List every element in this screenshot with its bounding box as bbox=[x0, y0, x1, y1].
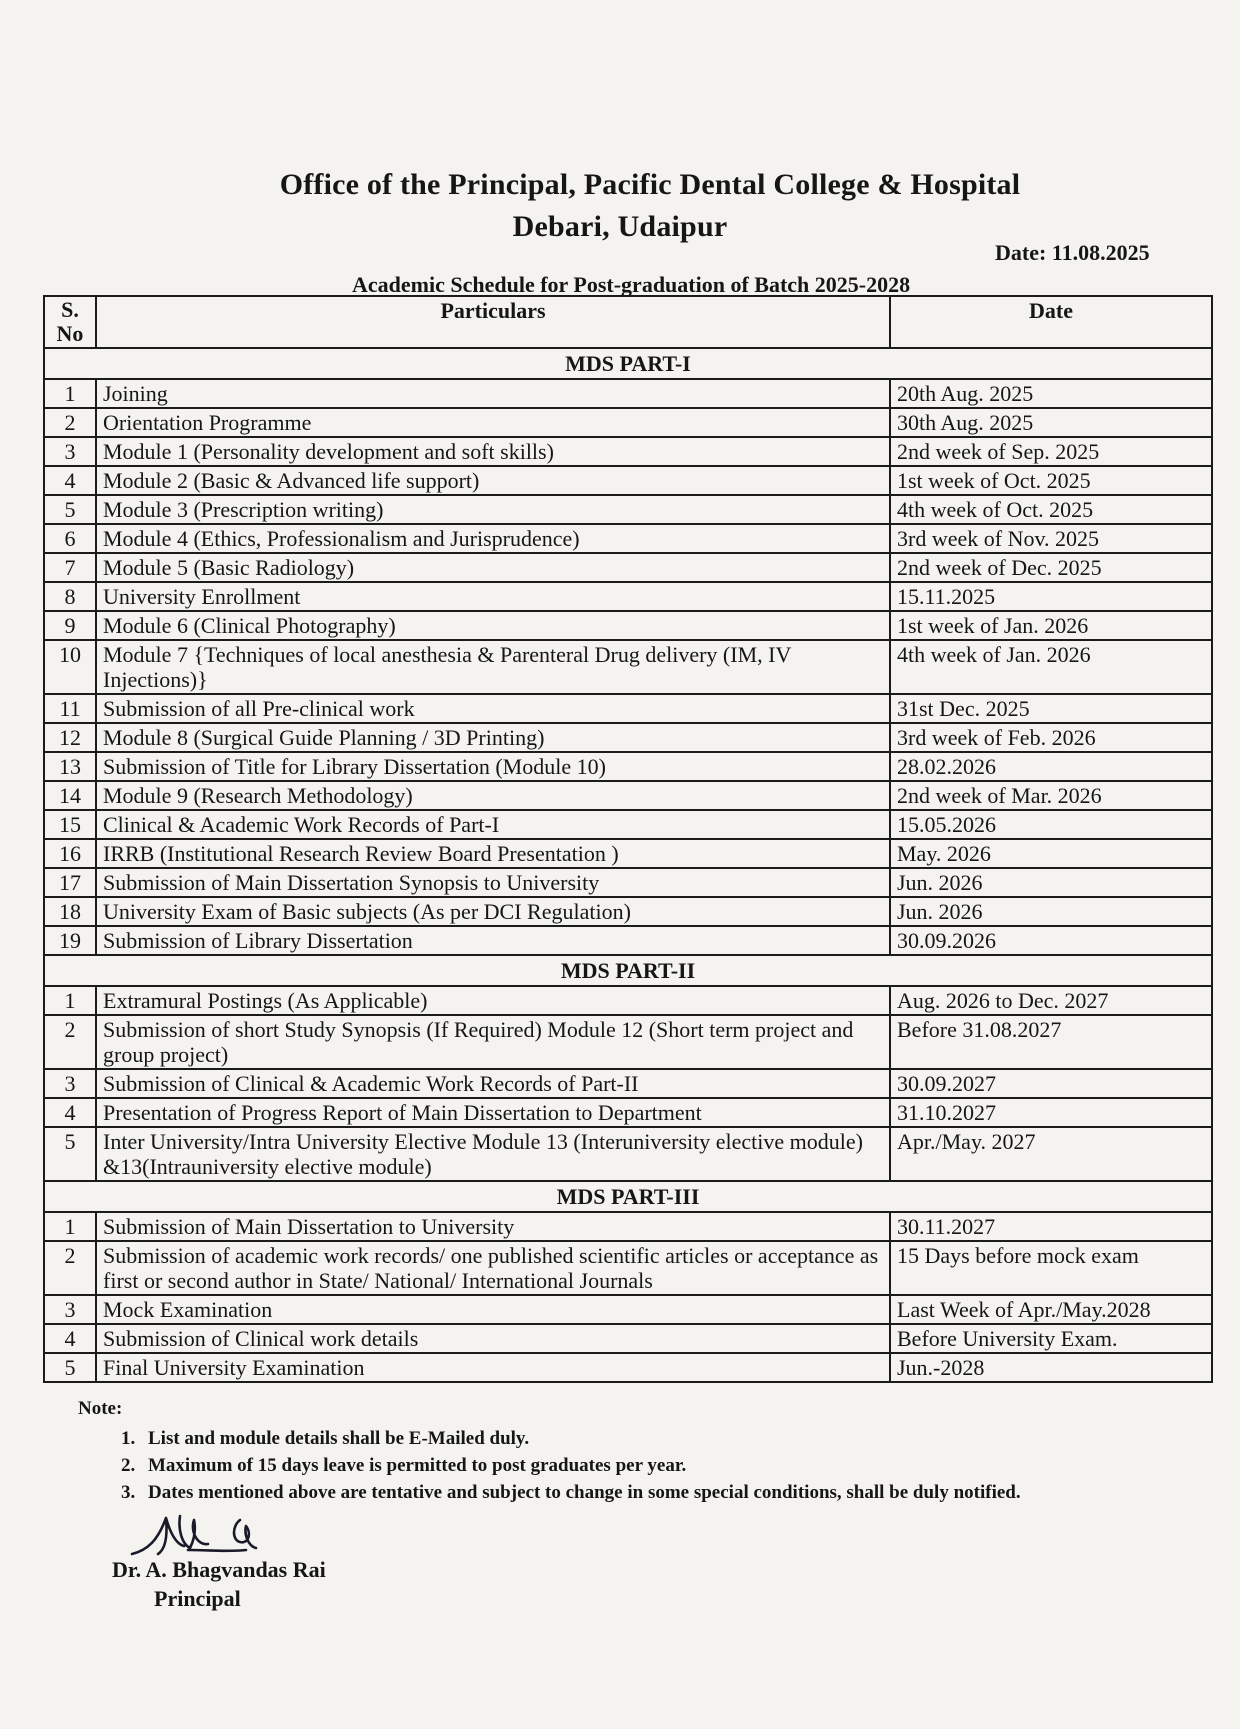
date-cell: 1st week of Oct. 2025 bbox=[890, 466, 1212, 495]
particular-cell: Mock Examination bbox=[96, 1295, 890, 1324]
note-item: 1. List and module details shall be E-Mailed duly. bbox=[140, 1428, 1021, 1450]
sno-cell: 2 bbox=[44, 1241, 96, 1295]
table-row bbox=[44, 466, 1212, 495]
particular-cell: Extramural Postings (As Applicable) bbox=[96, 986, 890, 1015]
table-row bbox=[44, 694, 1212, 723]
table-row bbox=[44, 810, 1212, 839]
section-header-row bbox=[44, 348, 1212, 379]
sno-cell: 10 bbox=[44, 640, 96, 694]
sno-cell: 3 bbox=[44, 437, 96, 466]
table-row bbox=[44, 926, 1212, 955]
particular-cell: Submission of all Pre-clinical work bbox=[96, 694, 890, 723]
sno-cell: 1 bbox=[44, 986, 96, 1015]
date-cell: Apr./May. 2027 bbox=[890, 1127, 1212, 1181]
particular-cell: Presentation of Progress Report of Main Dissertation to Department bbox=[96, 1098, 890, 1127]
sno-cell: 4 bbox=[44, 1324, 96, 1353]
sno-cell: 1 bbox=[44, 379, 96, 408]
sno-cell: 5 bbox=[44, 1127, 96, 1181]
sno-cell: 16 bbox=[44, 839, 96, 868]
table-row bbox=[44, 752, 1212, 781]
sno-cell: 18 bbox=[44, 897, 96, 926]
table-row bbox=[44, 1353, 1212, 1382]
particular-cell: Module 3 (Prescription writing) bbox=[96, 495, 890, 524]
particular-cell: Module 6 (Clinical Photography) bbox=[96, 611, 890, 640]
document-date: Date: 11.08.2025 bbox=[995, 240, 1150, 265]
date-cell: 15.11.2025 bbox=[890, 582, 1212, 611]
date-cell: 2nd week of Mar. 2026 bbox=[890, 781, 1212, 810]
sno-cell: 6 bbox=[44, 524, 96, 553]
sno-cell: 4 bbox=[44, 466, 96, 495]
table-row bbox=[44, 1015, 1212, 1069]
sno-cell: 19 bbox=[44, 926, 96, 955]
date-cell: Before 31.08.2027 bbox=[890, 1015, 1212, 1069]
date-cell: Last Week of Apr./May.2028 bbox=[890, 1295, 1212, 1324]
notes-list bbox=[78, 1428, 1021, 1504]
table-row bbox=[44, 1069, 1212, 1098]
particular-cell: Clinical & Academic Work Records of Part-I bbox=[96, 810, 890, 839]
date-cell: 3rd week of Nov. 2025 bbox=[890, 524, 1212, 553]
particular-cell: Orientation Programme bbox=[96, 408, 890, 437]
section-header-row bbox=[44, 1181, 1212, 1212]
date-cell: Jun.-2028 bbox=[890, 1353, 1212, 1382]
table-row bbox=[44, 582, 1212, 611]
table-row bbox=[44, 1127, 1212, 1181]
header-date: Date bbox=[890, 296, 1212, 348]
particular-cell: Module 4 (Ethics, Professionalism and Jurisprudence) bbox=[96, 524, 890, 553]
sno-cell: 8 bbox=[44, 582, 96, 611]
particular-cell: Joining bbox=[96, 379, 890, 408]
table-row bbox=[44, 379, 1212, 408]
particular-cell: Submission of Clinical & Academic Work Records of Part-II bbox=[96, 1069, 890, 1098]
particular-cell: Module 8 (Surgical Guide Planning / 3D Printing) bbox=[96, 723, 890, 752]
sno-cell: 15 bbox=[44, 810, 96, 839]
office-location: Debari, Udaipur bbox=[512, 210, 728, 243]
date-cell: 30.09.2026 bbox=[890, 926, 1212, 955]
date-cell: 2nd week of Dec. 2025 bbox=[890, 553, 1212, 582]
date-cell: 31st Dec. 2025 bbox=[890, 694, 1212, 723]
sno-cell: 2 bbox=[44, 408, 96, 437]
sno-cell: 3 bbox=[44, 1295, 96, 1324]
sno-cell: 1 bbox=[44, 1212, 96, 1241]
date-cell: Jun. 2026 bbox=[890, 897, 1212, 926]
section-title: MDS PART-I bbox=[44, 348, 1212, 379]
sno-cell: 13 bbox=[44, 752, 96, 781]
sno-cell: 3 bbox=[44, 1069, 96, 1098]
table-row bbox=[44, 1098, 1212, 1127]
table-row bbox=[44, 1324, 1212, 1353]
table-row bbox=[44, 723, 1212, 752]
sno-cell: 5 bbox=[44, 1353, 96, 1382]
particular-cell: Module 9 (Research Methodology) bbox=[96, 781, 890, 810]
table-row bbox=[44, 1241, 1212, 1295]
header-sno: S. No bbox=[44, 296, 96, 348]
particular-cell: Submission of Main Dissertation Synopsis to University bbox=[96, 868, 890, 897]
date-cell: 15.05.2026 bbox=[890, 810, 1212, 839]
sno-cell: 9 bbox=[44, 611, 96, 640]
table-row bbox=[44, 437, 1212, 466]
date-cell: 30.11.2027 bbox=[890, 1212, 1212, 1241]
office-title: Office of the Principal, Pacific Dental College & Hospital bbox=[279, 168, 1021, 201]
table-row bbox=[44, 408, 1212, 437]
date-cell: 28.02.2026 bbox=[890, 752, 1212, 781]
table-row bbox=[44, 495, 1212, 524]
table-row bbox=[44, 868, 1212, 897]
table-header-row bbox=[44, 296, 1212, 348]
date-cell: 30th Aug. 2025 bbox=[890, 408, 1212, 437]
sno-cell: 14 bbox=[44, 781, 96, 810]
particular-cell: Submission of short Study Synopsis (If Required) Module 12 (Short term project and group project) bbox=[96, 1015, 890, 1069]
schedule-table bbox=[43, 295, 1213, 1383]
table-row bbox=[44, 781, 1212, 810]
date-cell: 2nd week of Sep. 2025 bbox=[890, 437, 1212, 466]
particular-cell: Module 7 {Techniques of local anesthesia & Parenteral Drug delivery (IM, IV Injections)} bbox=[96, 640, 890, 694]
date-cell: 4th week of Oct. 2025 bbox=[890, 495, 1212, 524]
section-title: MDS PART-III bbox=[44, 1181, 1212, 1212]
table-row bbox=[44, 640, 1212, 694]
date-cell: 3rd week of Feb. 2026 bbox=[890, 723, 1212, 752]
section-header-row bbox=[44, 955, 1212, 986]
particular-cell: Module 2 (Basic & Advanced life support) bbox=[96, 466, 890, 495]
sno-cell: 17 bbox=[44, 868, 96, 897]
table-row bbox=[44, 524, 1212, 553]
date-cell: May. 2026 bbox=[890, 839, 1212, 868]
particular-cell: Submission of Clinical work details bbox=[96, 1324, 890, 1353]
particular-cell: Submission of Title for Library Dissertation (Module 10) bbox=[96, 752, 890, 781]
sno-cell: 11 bbox=[44, 694, 96, 723]
table-row bbox=[44, 1295, 1212, 1324]
date-cell: 4th week of Jan. 2026 bbox=[890, 640, 1212, 694]
particular-cell: Module 1 (Personality development and soft skills) bbox=[96, 437, 890, 466]
particular-cell: Module 5 (Basic Radiology) bbox=[96, 553, 890, 582]
table-row bbox=[44, 839, 1212, 868]
particular-cell: Submission of Library Dissertation bbox=[96, 926, 890, 955]
schedule-table-body bbox=[44, 348, 1212, 1382]
date-cell: Before University Exam. bbox=[890, 1324, 1212, 1353]
date-cell: Aug. 2026 to Dec. 2027 bbox=[890, 986, 1212, 1015]
date-cell: 20th Aug. 2025 bbox=[890, 379, 1212, 408]
sno-cell: 2 bbox=[44, 1015, 96, 1069]
table-row bbox=[44, 611, 1212, 640]
notes-block bbox=[78, 1398, 1021, 1509]
particular-cell: University Enrollment bbox=[96, 582, 890, 611]
table-row bbox=[44, 1212, 1212, 1241]
date-cell: Jun. 2026 bbox=[890, 868, 1212, 897]
date-cell: 1st week of Jan. 2026 bbox=[890, 611, 1212, 640]
particular-cell: Final University Examination bbox=[96, 1353, 890, 1382]
date-cell: 30.09.2027 bbox=[890, 1069, 1212, 1098]
date-cell: 15 Days before mock exam bbox=[890, 1241, 1212, 1295]
table-row bbox=[44, 897, 1212, 926]
sno-cell: 7 bbox=[44, 553, 96, 582]
particular-cell: Submission of Main Dissertation to University bbox=[96, 1212, 890, 1241]
particular-cell: Inter University/Intra University Elective Module 13 (Interuniversity elective module) &13(Intrauniversity elective module) bbox=[96, 1127, 890, 1181]
particular-cell: IRRB (Institutional Research Review Board Presentation ) bbox=[96, 839, 890, 868]
table-row bbox=[44, 553, 1212, 582]
note-item: 3. Dates mentioned above are tentative and subject to change in some special conditions, shall be duly notified. bbox=[140, 1482, 1021, 1504]
table-row bbox=[44, 986, 1212, 1015]
sno-cell: 12 bbox=[44, 723, 96, 752]
particular-cell: Submission of academic work records/ one published scientific articles or acceptance as first or second author in State/ National/ International Journals bbox=[96, 1241, 890, 1295]
signatory-name: Dr. A. Bhagvandas Rai bbox=[112, 1557, 326, 1582]
notes-label: Note: bbox=[78, 1398, 123, 1419]
particular-cell: University Exam of Basic subjects (As per DCI Regulation) bbox=[96, 897, 890, 926]
date-cell: 31.10.2027 bbox=[890, 1098, 1212, 1127]
section-title: MDS PART-II bbox=[44, 955, 1212, 986]
note-item: 2. Maximum of 15 days leave is permitted to post graduates per year. bbox=[140, 1455, 1021, 1477]
schedule-title: Academic Schedule for Post-graduation of Batch 2025-2028 bbox=[352, 272, 911, 297]
signatory-title: Principal bbox=[154, 1586, 241, 1611]
sno-cell: 4 bbox=[44, 1098, 96, 1127]
header-particulars: Particulars bbox=[96, 296, 890, 348]
sno-cell: 5 bbox=[44, 495, 96, 524]
